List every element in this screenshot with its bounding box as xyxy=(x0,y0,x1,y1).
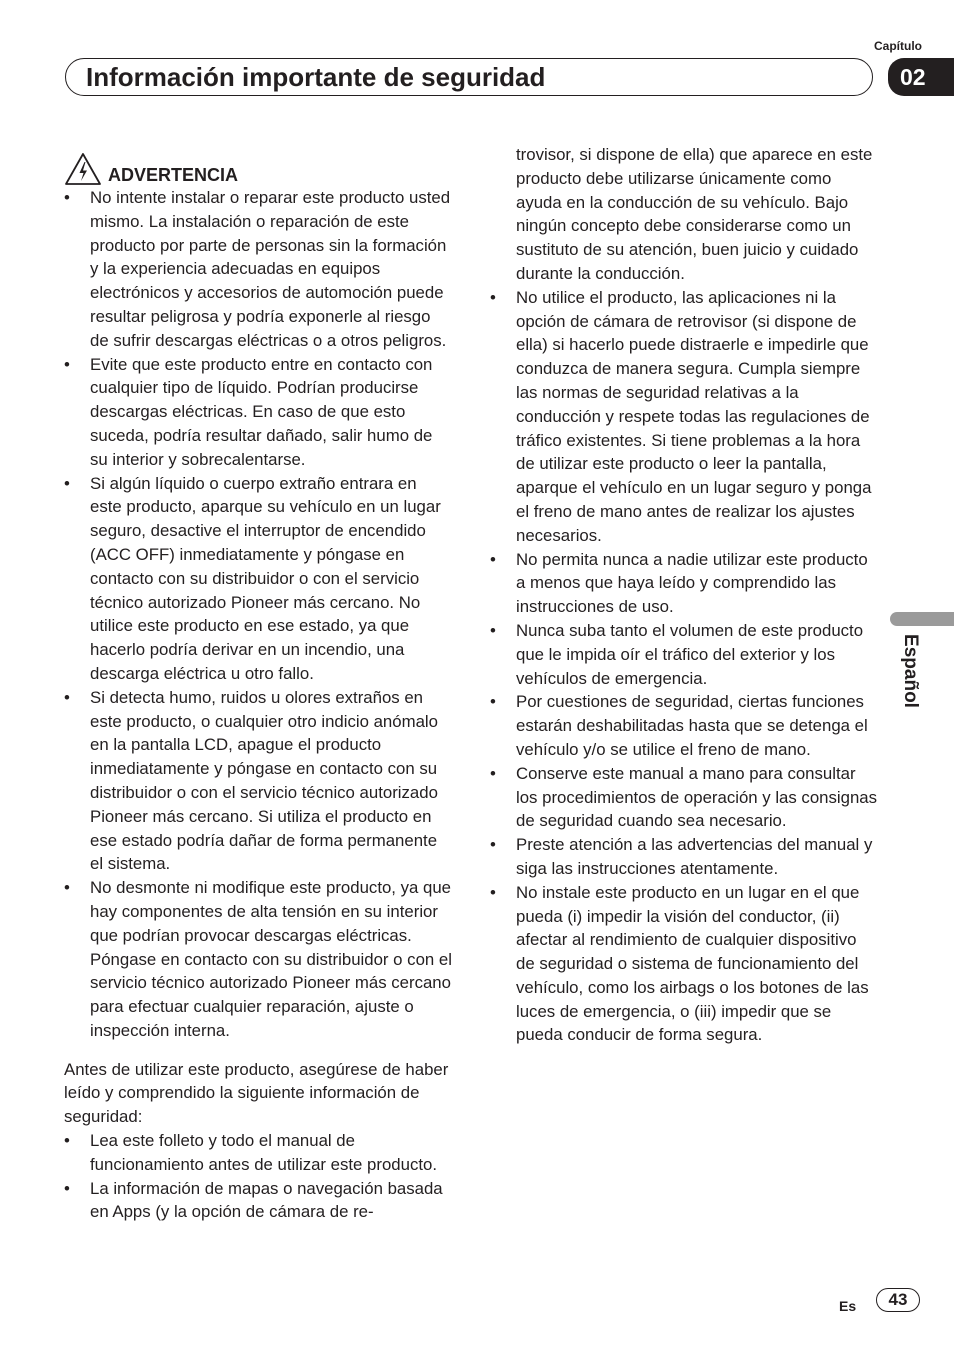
warning-title: ADVERTENCIA xyxy=(108,165,239,185)
warning-item: • No desmonte ni modifique este producto, ya que hay componentes de alta tensión en su interior que podrían provocar descargas eléctricas. Póngase en contacto con su distribuidor o con el servicio técnico autorizado Pioneer más cercano para efectuar cualquier reparación, ajuste o inspección interna. xyxy=(64,876,452,1043)
warning-heading xyxy=(64,148,452,186)
language-tab xyxy=(890,612,954,626)
safety-item: • Preste atención a las advertencias del manual y siga las instrucciones atentamente. xyxy=(490,833,878,881)
warning-item: • Si algún líquido o cuerpo extraño entrara en este producto, aparque su vehículo en un lugar seguro, desactive el interruptor de encendido (ACC OFF) inmediatamente y póngase en contacto con su distribuidor o con el servicio técnico autorizado Pioneer más cercano. No utilice este producto en ese estado, ya que hacerlo podría derivar en un incendio, una descarga eléctrica u otro fallo. xyxy=(64,472,452,686)
warning-item: • No intente instalar o reparar este producto usted mismo. La instalación o reparación de este producto por parte de personas sin la formación y la experiencia adecuadas en equipos electrónicos y accesorios de automoción puede resultar peligrosa y podría exponerle al riesgo de sufrir descargas eléctricas o a otros peligros. xyxy=(64,186,452,353)
chapter-number-badge: 02 xyxy=(888,58,954,96)
safety-item: • No utilice el producto, las aplicaciones ni la opción de cámara de retrovisor (si dispone de ella) si hacerlo puede distraerle e impedirle que conduzca de manera segura. Cumpla siempre las normas de seguridad relativas a la conducción y respete todas las regulaciones de tráfico existentes. Si tiene problemas a la hora de utilizar este producto o leer la pantalla, aparque el vehículo en un lugar seguro y ponga el freno de mano antes de realizar los ajustes necesarios. xyxy=(490,286,878,548)
page-number: 43 xyxy=(876,1288,920,1312)
safety-item: • Conserve este manual a mano para consultar los procedimientos de operación y las consignas de seguridad cuando sea necesario. xyxy=(490,762,878,833)
warning-list xyxy=(64,186,452,1043)
page-title: Información importante de seguridad xyxy=(86,62,546,92)
footer-language-code: Es xyxy=(839,1298,857,1314)
safety-item: • No instale este producto en un lugar en el que pueda (i) impedir la visión del conductor, (ii) afectar al rendimiento de cualquier dispositivo de seguridad o sistema de funcionamiento del vehículo, como los airbags o los botones de las luces de emergencia, o (iii) impedir que se pueda conducir de forma segura. xyxy=(490,881,878,1048)
safety-list-right xyxy=(490,286,878,1048)
safety-item: • Lea este folleto y todo el manual de funcionamiento antes de utilizar este producto. xyxy=(64,1129,452,1177)
title-bar xyxy=(65,58,873,96)
warning-item: • Si detecta humo, ruidos u olores extraños en este producto, o cualquier otro indicio anómalo en la pantalla LCD, apague el producto inmediatamente y póngase en contacto con su distribuidor o con el servicio técnico autorizado Pioneer más cercano. Si utiliza el producto en ese estado podría dañar de forma permanente el sistema. xyxy=(64,686,452,876)
chapter-label: Capítulo xyxy=(874,39,922,53)
safety-item: • Nunca suba tanto el volumen de este producto que le impida oír el tráfico del exterior y los vehículos de emergencia. xyxy=(490,619,878,690)
safety-item: • No permita nunca a nadie utilizar este producto a menos que haya leído y comprendido las instrucciones de uso. xyxy=(490,548,878,619)
right-column xyxy=(490,143,878,1047)
safety-item-continuation: trovisor, si dispone de ella) que aparece en este producto debe utilizarse únicamente como ayuda en la conducción de su vehículo. Bajo ningún concepto debe considerarse como un sustituto de su atención, buen juicio y cuidado durante la conducción. xyxy=(516,145,873,283)
left-column xyxy=(64,148,452,1224)
safety-item: • Por cuestiones de seguridad, ciertas funciones estarán deshabilitadas hasta que se detenga el vehículo y/o se utilice el freno de mano. xyxy=(490,690,878,761)
warning-item: • Evite que este producto entre en contacto con cualquier tipo de líquido. Podrían producirse descargas eléctricas. En caso de que esto suceda, podría resultar dañado, salir humo de su interior y sobrecalentarse. xyxy=(64,353,452,472)
safety-item: • La información de mapas o navegación basada en Apps (y la opción de cámara de re- xyxy=(64,1177,452,1225)
language-label: Español xyxy=(900,634,921,708)
warning-triangle-lightning-icon xyxy=(64,152,102,186)
intro-paragraph: Antes de utilizar este producto, asegúrese de haber leído y comprendido la siguiente información de seguridad: xyxy=(64,1059,449,1127)
safety-list-left xyxy=(64,1129,452,1224)
